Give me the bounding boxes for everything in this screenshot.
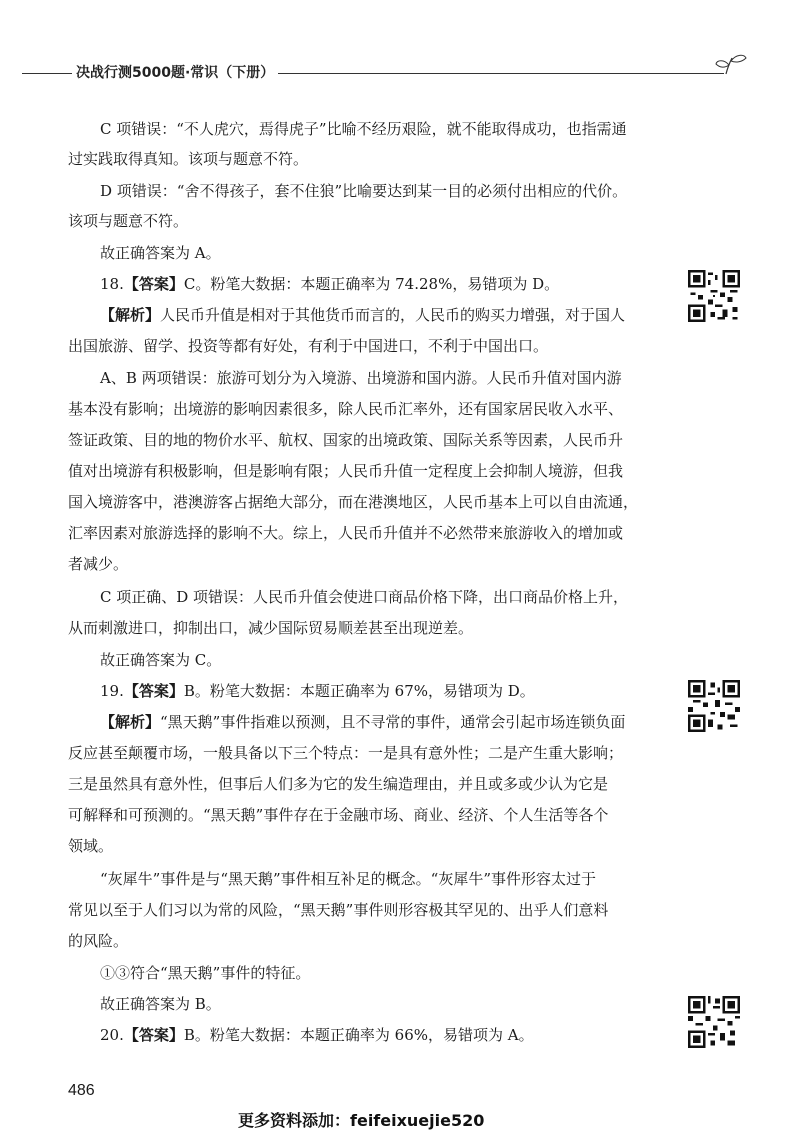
- paragraph-line: 基本没有影响；出境游的影响因素很多，除人民币汇率外，还有国家居民收入水平、: [68, 400, 624, 418]
- paragraph-line: 国入境游客中，港澳游客占据绝大部分，而在港澳地区，人民币基本上可以自由流通，: [68, 493, 639, 511]
- analysis-tag: 【解析】: [100, 306, 161, 324]
- paragraph-line: 值对出境游有积极影响，但是影响有限；人民币升值一定程度上会抑制人境游，但我: [68, 462, 624, 480]
- analysis-18: [100, 306, 700, 325]
- paragraph-line: 从而刺激进口，抑制出口，减少国际贸易顺差甚至出现逆差。: [68, 619, 474, 637]
- question-number: 19.: [100, 682, 124, 700]
- answer-tag: 【答案】: [123, 1026, 184, 1044]
- paragraph-line: 出国旅游、留学、投资等都有好处，有利于中国进口，不利于中国出口。: [68, 337, 549, 355]
- paragraph-line: 领域。: [68, 837, 114, 855]
- question-number: 18.: [100, 275, 124, 293]
- analysis-text: 人民币升值是相对于其他货币而言的，人民币的购买力增强，对于国人: [160, 306, 626, 324]
- answer-conclusion-19: 故正确答案为 B。: [100, 995, 221, 1013]
- sprout-icon: [712, 52, 752, 82]
- header-rule-right: [268, 73, 724, 74]
- paragraph-d-option: D 项错误：“舍不得孩子，套不住狼”比喻要达到某一目的必须付出相应的代价。: [100, 182, 628, 200]
- answer-text: C。粉笔大数据：本题正确率为 74.28%，易错项为 D。: [183, 275, 560, 293]
- running-header-title: 决战行测5000题·常识（下册）: [72, 63, 278, 83]
- answer-tag: 【答案】: [123, 275, 184, 293]
- answer-conclusion-17: 故正确答案为 A。: [100, 244, 221, 262]
- paragraph-ab-options: A、B 两项错误：旅游可划分为入境游、出境游和国内游。人民币升值对国内游: [100, 369, 622, 387]
- paragraph-line: 的风险。: [68, 932, 129, 950]
- paragraph-cd-options: C 项正确、D 项错误：人民币升值会使进口商品价格下降，出口商品价格上升，: [100, 588, 629, 606]
- answer-tag: 【答案】: [123, 682, 184, 700]
- qr-code-icon[interactable]: [688, 270, 740, 322]
- paragraph-line: 可解释和可预测的。“黑天鹅”事件存在于金融市场、商业、经济、个人生活等各个: [68, 806, 609, 824]
- paragraph-line: 者减少。: [68, 555, 129, 573]
- question-number: 20.: [100, 1026, 124, 1044]
- analysis-19: [100, 713, 700, 732]
- answer-19: [100, 682, 700, 701]
- answer-18: [100, 275, 700, 294]
- paragraph-line: 反应甚至颠覆市场，一般具备以下三个特点：一是具有意外性；二是产生重大影响；: [68, 744, 624, 762]
- qr-code-icon[interactable]: [688, 680, 740, 732]
- analysis-text: “黑天鹅”事件指难以预测，且不寻常的事件，通常会引起市场连锁负面: [160, 713, 626, 731]
- paragraph-line: 该项与题意不符。: [68, 212, 189, 230]
- paragraph-line: 三是虽然具有意外性，但事后人们多为它的发生编造理由，并且或多或少认为它是: [68, 775, 609, 793]
- paragraph-line: 过实践取得真知。该项与题意不符。: [68, 150, 309, 168]
- answer-20: [100, 1026, 700, 1045]
- footer-note: 更多资料添加：feifeixuejie520: [238, 1111, 485, 1130]
- page-number: 486: [68, 1082, 95, 1099]
- qr-code-icon[interactable]: [688, 996, 740, 1048]
- paragraph-c-option: C 项错误：“不人虎穴，焉得虎子”比喻不经历艰险，就不能取得成功，也指需通: [100, 120, 627, 138]
- paragraph-line: 汇率因素对旅游选择的影响不大。综上，人民币升值并不必然带来旅游收入的增加或: [68, 524, 624, 542]
- paragraph-line: 常见以至于人们习以为常的风险，“黑天鹅”事件则形容极其罕见的、出乎人们意料: [68, 901, 609, 919]
- answer-conclusion-18: 故正确答案为 C。: [100, 651, 222, 669]
- paragraph-line: 签证政策、目的地的物价水平、航权、国家的出境政策、国际关系等因素，人民币升: [68, 431, 624, 449]
- answer-text: B。粉笔大数据：本题正确率为 67%，易错项为 D。: [183, 682, 535, 700]
- paragraph-summary: ①③符合“黑天鹅”事件的特征。: [100, 964, 311, 982]
- answer-text: B。粉笔大数据：本题正确率为 66%，易错项为 A。: [183, 1026, 534, 1044]
- header-rule-left: [22, 73, 72, 74]
- analysis-tag: 【解析】: [100, 713, 161, 731]
- paragraph-grey-rhino: “灰犀牛”事件是与“黑天鹅”事件相互补足的概念。“灰犀牛”事件形容太过于: [100, 870, 597, 888]
